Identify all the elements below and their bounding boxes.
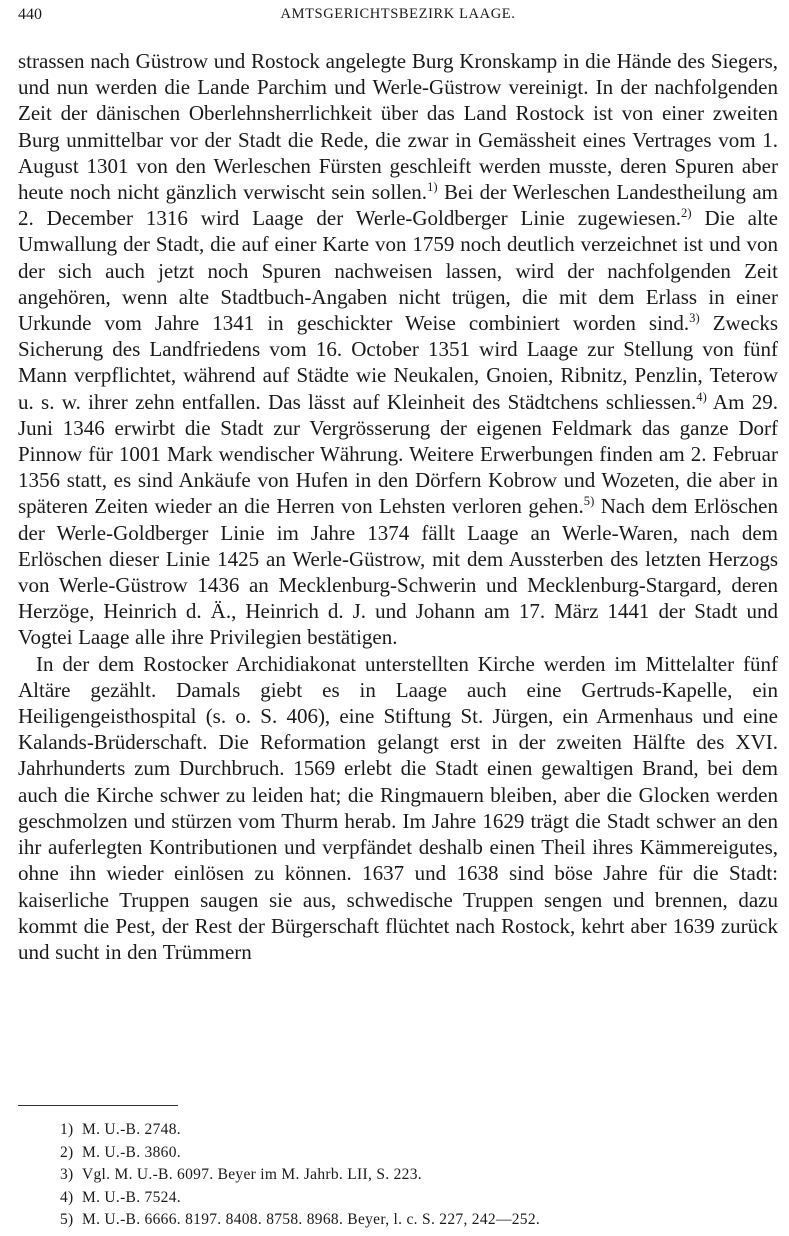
footnote	[60, 1209, 760, 1232]
text-run: Zwecks Sicherung des Landfriedens vom 16. October 1351 wird Laage zur Stellung von fünf Mann verpflichtet, während auf Städte wie Neukalen, Gnoien, Ribnitz, Penzlin, Teterow u. s. w. ihrer zehn entfallen. Das lässt auf Kleinheit des Städtchens schliessen.	[18, 311, 778, 414]
text-run: Nach dem Erlöschen der Werle-Goldberger Linie im Jahre 1374 fällt Laage an Werle-Waren, nach dem Erlöschen dieser Linie 1425 an Werle-Güstrow, mit dem Aussterben des letzten Herzogs von Werle-Güstrow 1436 an Mecklenburg-Schwerin und Mecklenburg-Stargard, deren Herzöge, Heinrich d. Ä., Heinrich d. J. und Johann am 17. März 1441 der Stadt und Vogtei Laage alle ihre Privilegien bestätigen.	[18, 494, 779, 650]
page-number: 440	[18, 6, 42, 23]
footnote-mark: 1)	[60, 1121, 74, 1138]
text-run: Die alte Umwallung der Stadt, die auf einer Karte von 1759 noch deutlich verzeichnet ist und von der sich auch jetzt noch Spuren nachweisen lassen, wird der nachfolgenden Zeit angehören, wenn alte Stadtbuch-Angaben nicht trügen, die mit dem Erlass in einer Urkunde vom Jahre 1341 in geschickter Weise combiniert worden sind.	[18, 206, 778, 336]
page-header	[18, 6, 778, 28]
footnote-ref: 2)	[681, 206, 692, 221]
footnote	[60, 1142, 760, 1165]
footnote-text: Vgl. M. U.-B. 6097. Beyer im M. Jahrb. LII, S. 223.	[82, 1166, 422, 1184]
footnote-text: M. U.-B. 3860.	[82, 1143, 181, 1161]
footnote-ref: 1)	[427, 180, 438, 195]
footnote-mark: 4)	[60, 1188, 74, 1206]
running-head: AMTSGERICHTSBEZIRK LAAGE.	[280, 6, 516, 22]
body-text	[18, 48, 778, 965]
footnote-ref: 5)	[583, 494, 595, 509]
footnote-text: M. U.-B. 6666. 8197. 8408. 8758. 8968. Beyer, l. c. S. 227, 242—252.	[82, 1211, 541, 1229]
footnote-ref: 3)	[689, 311, 700, 326]
footnote	[60, 1164, 760, 1187]
text-run: strassen nach Güstrow und Rostock angelegte Burg Kronskamp in die Hände des Siegers, und nun werden die Lande Parchim und Werle-Güstrow vereinigt. In der nachfolgenden Zeit der dänischen Oberlehnsherrlichkeit über das Land Rostock ist von einer zweiten Burg unmittelbar vor der Stadt die Rede, die zwar in Gemässheit eines Vertrages vom 1. August 1301 von den Werleschen Fürsten geschleift werden musste, deren Spuren aber heute noch nicht gänzlich verwischt sein sollen.	[18, 49, 778, 205]
footnote-mark: 5)	[60, 1211, 74, 1229]
text-run: Am 29. Juni 1346 erwirbt die Stadt zur Vergrösserung der eigenen Feldmark das ganze Dorf Pinnow für 1001 Mark wendischer Währung. Weitere Erwerbungen finden am 2. Februar 1356 statt, es sind Ankäufe von Hufen in den Dörfern Kobrow und Wozeten, die aber in späteren Zeiten wieder an die Herren von Lehsten verloren gehen.	[18, 389, 778, 519]
text-run: Bei der Werleschen Landestheilung am 2. December 1316 wird Laage der Werle-Goldberger Linie zugewiesen.	[18, 180, 779, 231]
footnote	[60, 1187, 760, 1210]
footnote-mark: 3)	[60, 1166, 74, 1184]
paragraph-1	[18, 48, 778, 651]
footnote-divider	[18, 1105, 178, 1106]
paragraph-2: In der dem Rostocker Archidiakonat unterstellten Kirche werden im Mittelalter fünf Altäre gezählt. Damals giebt es in Laage auch eine Gertruds-Kapelle, ein Heiligengeisthospital (s. o. S. 406), eine Stiftung St. Jürgen, ein Armenhaus und eine Kalands-Brüderschaft. Die Reformation gelangt erst in der zweiten Hälfte des XVI. Jahrhunderts zum Durchbruch. 1569 erlebt die Stadt einen gewaltigen Brand, bei dem auch die Kirche schwer zu leiden hat; die Ringmauern bleiben, aber die Glocken werden geschmolzen und stürzen vom Thurm herab. Im Jahre 1629 trägt die Stadt schwer an den ihr auferlegten Kontributionen und verpfändet deshalb einen Theil ihres Kämmereigutes, ohne ihn wieder einlösen zu können. 1637 und 1638 sind böse Jahre für die Stadt: kaiserliche Truppen saugen sie aus, schwedische Truppen sengen und brennen, dazu kommt die Pest, der Rest der Bürgerschaft flüchtet nach Rostock, kehrt aber 1639 zurück und sucht in den Trümmern	[18, 651, 778, 964]
footnote	[60, 1119, 760, 1142]
footnote-text: M. U.-B. 2748.	[82, 1121, 181, 1138]
footnote-ref: 4)	[696, 389, 707, 404]
footnote-text: M. U.-B. 7524.	[82, 1188, 181, 1206]
footnotes	[60, 1119, 760, 1232]
document-page	[18, 0, 778, 1236]
footnote-mark: 2)	[60, 1143, 74, 1161]
